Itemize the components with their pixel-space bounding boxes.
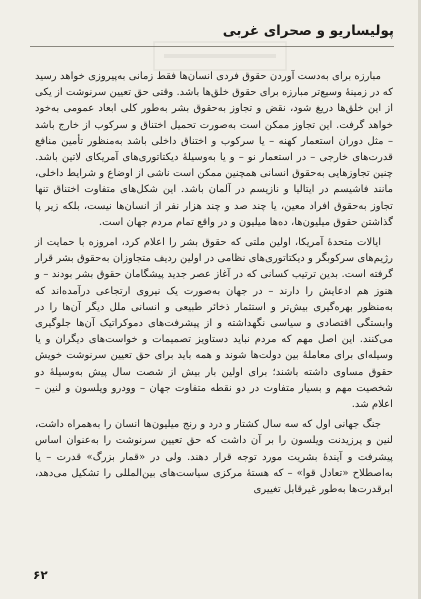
body-text <box>35 69 393 502</box>
page-number: ۶۲ <box>33 568 48 582</box>
paragraph-2: ایالات متحدهٔ آمریکا، اولین ملتی که حقوق بشر را اعلام کرد، امروزه با حمایت از رژیم‌های سرکوبگر و دیکتاتوری‌های نظامی در اولین ردیف متجاوزان به‌حقوق بشر قرار گرفته است. بدین ترتیب کسانی که در آغاز عصر جدید پیشگامان حقوق بشر بودند – و هنوز هم ادعایش را دارند – در جهان به‌صورت یک نیروی ارتجاعی درآمده‌اند که به‌منظور بهره‌گیری بیش‌تر و استثمار ذخائر طبیعی و انسانی ملل دیگر آن‌ها را در وابستگی اقتصادی و سیاسی نگهداشته و از پیشرفت‌های دموکراتیک آن‌ها جلوگیری می‌کنند. این اصل مهم که مردم نباید دستاویز تصمیمات و خواست‌های دیگران و یا وسیله‌ای برای معاملهٔ بین دولت‌ها شوند و همه باید برای حق تعیین سرنوشت خویش حقوق مساوی داشته باشند؛ برای اولین بار بیش از شصت سال پیش به‌وسیلهٔ دو شخصیت مهم و بسیار متفاوت در دو نقطه متفاوت جهان – وودرو ویلسون و لنین – اعلام شد. <box>35 237 393 411</box>
paragraph-1: مبارزه برای به‌دست آوردن حقوق فردی انسان‌ها فقط زمانی به‌پیروزی خواهد رسید که در زمینهٔ وسیع‌تر مبارزه برای حقوق خلق‌ها باشد. وقتی حق تعیین سرنوشت از یکی از این خلق‌ها دریغ شود، نقض و تجاوز به‌حقوق بشر به‌طور کلی ابعاد عمومی به‌خود خواهد گرفت. این تجاوز ممکن است به‌صورت تحمیل اختناق و سرکوب از خارج باشد – مثل دوران استعمار کهنه – یا سرکوب و اختناق داخلی باشد به‌منظور تأمین منافع قدرت‌های خارجی – در استعمار نو – و یا به‌وسیلهٔ دیکتاتوری‌های آمریکای لاتین باشد. چنین تجاوزهایی به‌حقوق انسانی همچنین ممکن است ناشی از اوضاع و شرایط داخلی، مانند فاشیسم در ایتالیا و نازیسم در آلمان باشد. این شکل‌های متفاوت اختناق تنها تجاوز به‌حقوق افراد معین، یا چند صد و چند هزار نفر از انسان‌ها نیست، بلکه زیر پا گذاشتن حقوق میلیون‌ها، ده‌ها میلیون و در واقع تمام مردم جهان است. <box>35 71 393 228</box>
chapter-title: پولیساریو و صحرای غربی <box>222 23 394 39</box>
paragraph-3: جنگ جهانی اول که سه سال کشتار و درد و رنج میلیون‌ها انسان را به‌همراه داشت، لنین و پرزیدنت ویلسون را بر آن داشت که حق تعیین سرنوشت را به‌عنوان اساس پیشرفت و آیندهٔ بشریت مورد توجه قرار دهند. ولی در «قمار بزرگ» قدرت – یا به‌اصطلاح «تعادل قوا» – که هستهٔ مرکزی سیاست‌های بین‌المللی را تشکیل می‌دهد، ابرقدرت‌ها به‌طور غیرقابل تغییری <box>35 419 393 496</box>
